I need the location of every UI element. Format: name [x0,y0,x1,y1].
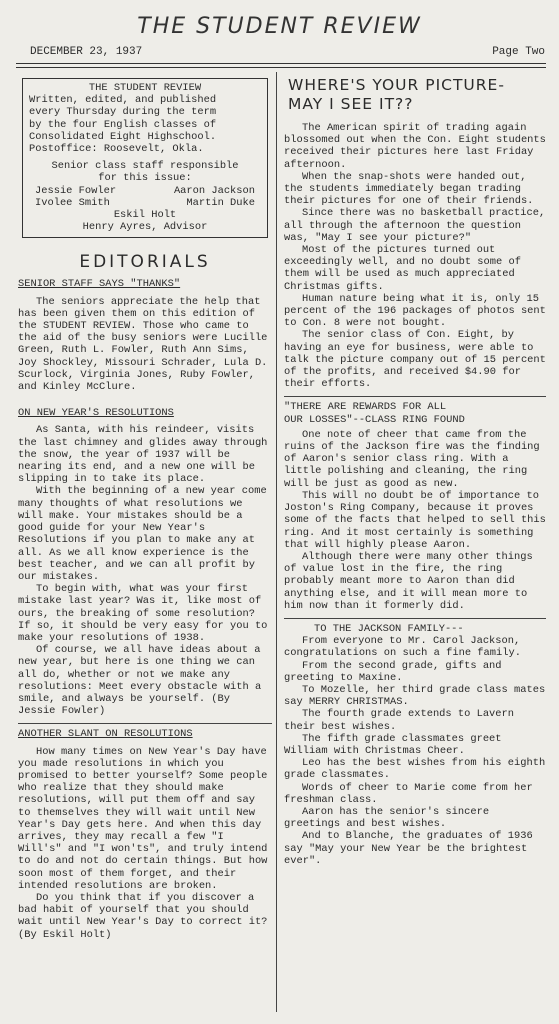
issue-date: DECEMBER 23, 1937 [30,46,143,58]
ring-headline-line: OUR LOSSES"--CLASS RING FOUND [284,413,465,426]
staff-row [29,197,261,209]
article-paragraph: The American spirit of trading again blossomed out when the Con. Eight students received their pictures here last Friday afternoon. [284,122,546,171]
staff-member: Aaron Jackson [173,184,255,197]
editorial-article [18,407,272,717]
article-paragraph: The fourth grade extends to Lavern their best wishes. [284,708,515,733]
feature-headline-line: WHERE'S YOUR PICTURE- [288,76,505,94]
article-headline: ON NEW YEAR'S RESOLUTIONS [18,407,174,420]
staff-box-heading: THE STUDENT REVIEW [88,82,202,94]
article-paragraph: Since there was no basketball practice, all through the afternoon the question was, "May I see your picture?" [284,207,546,244]
editorial-article [18,278,272,393]
article-paragraph: The fifth grade classmates greet William with Christmas Cheer. [284,732,502,757]
dateline [30,46,545,58]
article-separator [284,396,546,397]
article-paragraph: With the beginning of a new year come many thoughts of what resolutions we will make. Your mistakes should be a good guide for your New Year's Resolutions if you plan to make any at all. As we all know experience is the best teacher, and we can all profit by our mistakes. [18,485,267,583]
left-column [18,76,272,941]
staff-row [29,185,261,197]
article-paragraph: To Mozelle, her third grade class mates say MERRY CHRISTMAS. [284,683,546,709]
article-paragraph: One note of cheer that came from the ruins of the Jackson fire was the finding of Aaron's senior class ring. With a little polishing and cleaning, the ring will be just as good as new. [284,428,540,490]
staff-box-line: Written, edited, and published [29,94,217,107]
feature-headline-line: MAY I SEE IT?? [288,95,414,113]
article-paragraph: Human nature being what it is, only 15 percent of the 196 packages of photos sent to Con. 8 were not bought. [284,292,546,330]
article-paragraph: Although there were many other things of value lost in the fire, the ring probably meant more to Aaron than did anything else, and it will mean more to him now than it formerly did. [284,550,533,612]
staff-member: Eskil Holt [113,209,177,222]
staff-member: Ivolee Smith [35,196,110,209]
staff-advisor: Henry Ayres, Advisor [82,221,208,234]
family-headline: TO THE JACKSON FAMILY--- [314,622,464,635]
staff-box [22,78,268,238]
staff-member: Martin Duke [186,196,255,209]
masthead-title: THE STUDENT REVIEW [137,14,422,39]
top-rule-inner [16,67,546,68]
article-paragraph: How many times on New Year's Day have you made resolutions in which you promised to better yourself? Some people who realize that they should make resolutions, will put them off and say to themselves they will wait until New Year's Day gets here. And when this day arrives, they may recall a few "I Will's" and "I won'ts", and truly intend to do and not do certain things. But how soon most of them forget, and their intended resolutions are broken. [18,745,268,892]
article-paragraph: From everyone to Mr. Carol Jackson, congratulations on such a fine family. [284,635,521,660]
ring-article [284,401,546,611]
column-divider [276,72,277,1012]
page-number: Page Two [492,46,545,58]
editorial-article [18,728,272,940]
article-paragraph: The seniors appreciate the help that has been given them on this edition of the STUDENT REVIEW. Those who came to the aid of the busy seniors were Lucille Green, Ruth L. Fowler, Ruth Ann Sims, Joy Shockley, Missouri Schrader, Lula D. Scurlock, Virginia Jones, Ruby Fowler, and Kinley McClure. [18,295,268,394]
staff-box-line: by the four English classes of [29,118,217,131]
top-rule [16,63,546,64]
article-paragraph: Most of the pictures turned out exceedingly well, and no doubt some of them will be used as much appreciated Christmas gifts. [284,244,521,293]
family-article [284,623,546,867]
ring-headline-line: "THERE ARE REWARDS FOR ALL [284,401,447,414]
article-paragraph: To begin with, what was your first mistake last year? Was it, like most of ours, the breaking of some resolution? If so, it should be very easy for you to make your resolutions of 1938. [18,583,268,644]
staff-box-line: Consolidated Eight Highschool. [29,130,217,143]
staff-box-line: every Thursday during the term [29,106,217,119]
article-separator [284,618,546,619]
article-paragraph: The senior class of Con. Eight, by having an eye for business, were able to talk the picture company out of 15 percent of the profits, and received $4.90 for their efforts. [284,329,546,391]
right-column [284,76,546,867]
article-paragraph: As Santa, with his reindeer, visits the last chimney and glides away through the snow, the year of 1937 will be nearing its end, and a new one will be slipping in to take its place. [18,424,268,486]
article-paragraph: When the snap-shots were handed out, the students immediately began trading their pictures for one of their friends. [284,170,534,208]
editorials-title: EDITORIALS [79,252,211,273]
staff-box-line: Postoffice: Roosevelt, Okla. [29,143,204,156]
article-paragraph: This will no doubt be of importance to Joston's Ring Company, because it proves some of the facts that helped to sell this ring. And it most certainly is something that will highly please Aaron. [284,489,546,551]
staff-heading: Senior class staff responsible [51,160,239,173]
article-headline: ANOTHER SLANT ON RESOLUTIONS [18,728,193,741]
staff-heading: for this issue: [98,172,192,185]
feature-headline [288,76,546,114]
article-separator [18,723,272,724]
article-headline: SENIOR STAFF SAYS "THANKS" [18,278,181,291]
article-paragraph: Words of cheer to Marie come from her freshman class. [284,781,533,806]
article-paragraph: Aaron has the senior's sincere greetings and best wishes. [284,805,490,831]
article-paragraph: From the second grade, gifts and greeting to Maxine. [284,659,502,684]
article-paragraph: Do you think that if you discover a bad habit of yourself that you should wait until New Year's Day to correct it? (By Eskil Holt) [18,891,268,941]
article-paragraph: Of course, we all have ideas about a new year, but here is one thing we can all do, whether or not we make any resolutions: Meet every obstacle with a smile, and always be yourself. (By Jessie Fowler) [18,644,262,718]
article-paragraph: Leo has the best wishes from his eighth grade classmates. [284,757,546,782]
article-paragraph: And to Blanche, the graduates of 1936 say "May your New Year be the brightest ever". [284,830,533,867]
staff-member: Jessie Fowler [35,184,117,197]
